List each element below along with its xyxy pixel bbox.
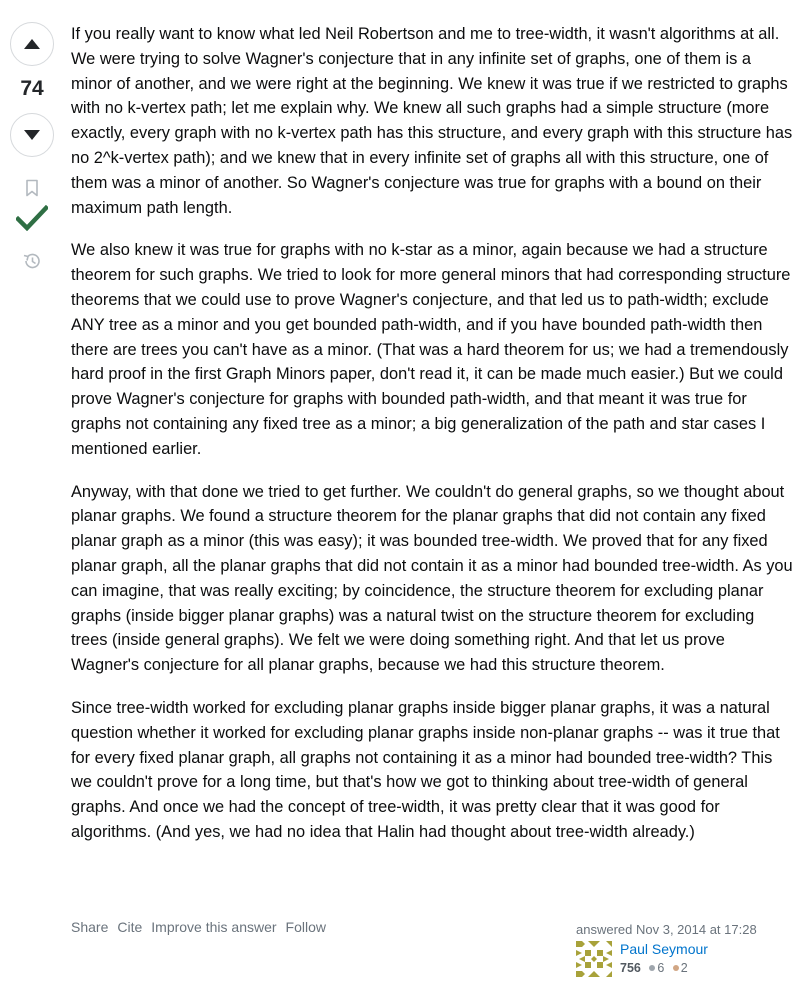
accepted-answer-indicator: [16, 205, 48, 231]
user-avatar[interactable]: [576, 941, 612, 977]
answer-paragraph-2: We also knew it was true for graphs with no k-star as a minor, again because we had a structure theorem for such graphs. We tried to look for more general minors that had corresponding structure theorems that we could use to prove Wagner's conjecture, and that led us to path-width; exclude ANY tree as a minor and you get bounded path-width, and if you have bounded path-width then there are trees you can't have as a minor. (That was a hard theorem for us; we had a tremendously hard proof in the first Graph Minors paper, don't read it, it can be made much easier.) But we could prove Wagner's conjecture for graphs with bounded path-width, and that meant it was true for graphs not containing any fixed tree as a minor; a big generalization of the path and star cases I mentioned earlier.: [71, 241, 791, 458]
answered-timestamp: answered Nov 3, 2014 at 17:28: [576, 922, 757, 937]
improve-answer-link[interactable]: Improve this answer: [151, 919, 277, 935]
arrow-up-icon: [23, 38, 41, 50]
user-signature: [576, 922, 786, 977]
silver-badge-icon: [649, 965, 655, 971]
bookmark-icon: [25, 179, 39, 197]
user-name-link[interactable]: Paul Seymour: [620, 941, 708, 957]
checkmark-icon: [16, 205, 48, 231]
answer-paragraph-1: If you really want to know what led Neil Robertson and me to tree-width, it wasn't algorithms at all. We were trying to solve Wagner's conjecture that in any infinite set of graphs, one of them is a minor of another, and we were right at the beginning. We knew it was true if we restricted to graphs with no k-vertex path; let me explain why. We knew all such graphs had a simple structure (more exactly, every graph with no k-vertex path has this structure, and every graph with this structure has no 2^k-vertex path); and we knew that in every infinite set of graphs all with this structure, one of them was a minor of another. So Wagner's conjecture was true for graphs with a bound on their maximum path length.: [71, 25, 793, 217]
history-icon: [22, 251, 42, 271]
cite-link[interactable]: Cite: [117, 919, 143, 935]
post-menu: [71, 919, 326, 935]
bookmark-button[interactable]: [25, 179, 39, 197]
timeline-button[interactable]: [22, 251, 42, 271]
user-info: [576, 941, 786, 977]
arrow-down-icon: [23, 129, 41, 141]
downvote-button[interactable]: [10, 113, 54, 157]
share-link[interactable]: Share: [71, 919, 109, 935]
vote-count: 74: [20, 77, 44, 100]
follow-link[interactable]: Follow: [285, 919, 327, 935]
bronze-badge-icon: [673, 965, 679, 971]
user-details: [620, 941, 708, 977]
vote-cell: [8, 22, 56, 271]
user-reputation: [620, 959, 708, 977]
upvote-button[interactable]: [10, 22, 54, 66]
bronze-badge-count: 2: [680, 961, 688, 975]
answer-paragraph-3: Anyway, with that done we tried to get further. We couldn't do general graphs, so we thought about planar graphs. We found a structure theorem for the planar graphs that did not contain any fixed planar graph as a minor (this was easy); it was bounded tree-width. We proved that for any fixed planar graph, all the planar graphs that did not contain it as a minor had bounded tree-width. As you can imagine, that was really exciting; by coincidence, the structure theorem for excluding planar graphs (inside bigger planar graphs) was a natural twist on the structure theorem for excluding trees (inside general graphs). We felt we were doing something right. And that let us prove Wagner's conjecture for all planar graphs, because we had this structure theorem.: [71, 482, 793, 675]
answer-body: [71, 22, 793, 845]
answer-paragraph-4: Since tree-width worked for excluding planar graphs inside bigger planar graphs, it was a natural question whether it worked for excluding planar graphs inside non-planar graphs -- was it true that for every fixed planar graph, all graphs not containing it as a minor had bounded tree-width? This we couldn't prove for a long time, but that's how we got to thinking about tree-width of general graphs. And once we had the concept of tree-width, it was pretty clear that it was good for algorithms. (And yes, we had no idea that Halin had thought about tree-width already.): [71, 698, 780, 841]
reputation-score: 756: [620, 961, 641, 975]
silver-badge-count: 6: [657, 961, 665, 975]
